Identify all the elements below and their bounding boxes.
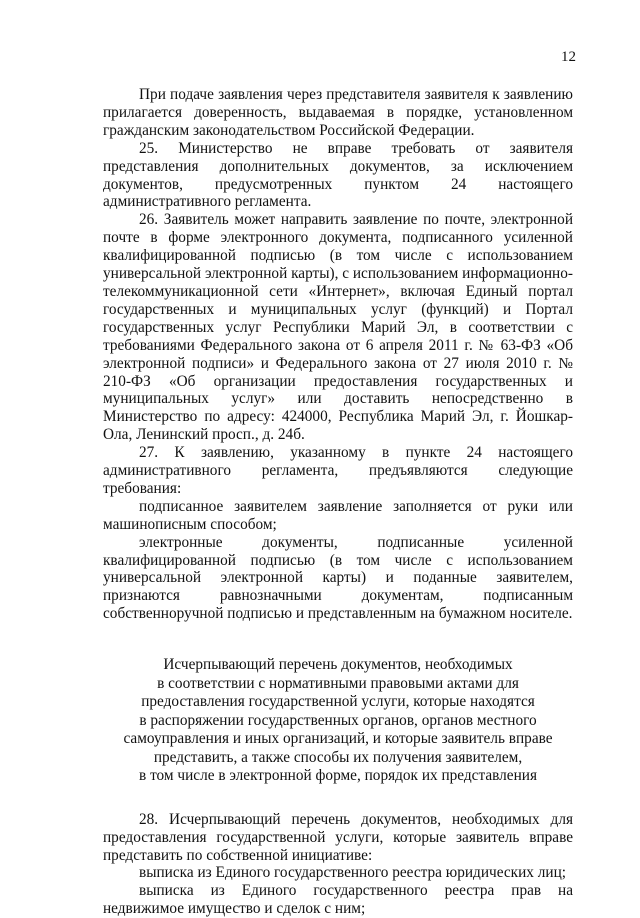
section-heading-line: представить, а также способы их получения заявителем, [153,748,523,766]
paragraph-25: 25. Министерство не вправе требовать от заявителя представления дополнительных документов, за исключением документов, предусмотренных пунктом 24 настоящего административного регламента. [103,139,573,211]
paragraph-representative-power-of-attorney: При подаче заявления через представителя заявителя к заявлению прилагается доверенность, выдаваемая в порядке, установленном гражданским законодательством Российской Федерации. [103,86,573,139]
section-heading-line: Исчерпывающий перечень документов, необходимых [163,656,513,674]
section-heading-line: в том числе в электронной форме, порядок их представления [139,767,537,785]
page-number: 12 [561,49,576,65]
list-item-real-estate-rights-register: выписка из Единого государственного реестра прав на недвижимое имущество и сделок с ним; [103,882,573,918]
paragraph-26: 26. Заявитель может направить заявление по почте, электронной почте в форме электронного документа, подписанного усиленной квалифицированной подписью (в том числе с использованием универсальной электронной карты), с использованием информационно-телекоммуникационной сети «Интернет», включая Единый портал государственных и муниципальных услуг (функций) и Портал государственных услуг Республики Марий Эл, в соответствии с требованиями Федерального закона от 6 апреля 2011 г. № 63-ФЗ «Об электронной подписи» и Федерального закона от 27 июля 2010 г. № 210-ФЗ «Об организации предоставления государственных и муниципальных услуг» или доставить непосредственно в Министерство по адресу: 424000, Республика Марий Эл, г. Йошкар-Ола, Ленинский просп., д. 24б. [103,211,573,444]
paragraph-27: 27. К заявлению, указанному в пункте 24 настоящего административного регламента, предъявляются следующие требования: [103,444,573,497]
section-heading [103,656,573,786]
document-body [103,86,573,918]
paragraph-27-requirement-electronic: электронные документы, подписанные усиленной квалифицированной подписью (в том числе с использованием универсальной электронной карты) и поданные заявителем, признаются равнозначными документам, подписанным собственноручной подписью и представленным на бумажном носителе. [103,533,573,623]
list-item-legal-entities-register: выписка из Единого государственного реестра юридических лиц; [139,864,567,882]
section-heading-line: предоставления государственной услуги, которые находятся [141,693,535,711]
paragraph-27-requirement-paper: подписанное заявителем заявление заполняется от руки или машинописным способом; [103,497,573,533]
section-heading-line: самоуправления и иных организаций, и которые заявитель вправе [123,730,553,748]
section-heading-line: в соответствии с нормативными правовыми актами для [157,674,519,692]
section-heading-line: в распоряжении государственных органов, органов местного [139,711,537,729]
paragraph-28: 28. Исчерпывающий перечень документов, необходимых для предоставления государственной услуги, которые заявитель вправе представить по собственной инициативе: [103,810,573,864]
